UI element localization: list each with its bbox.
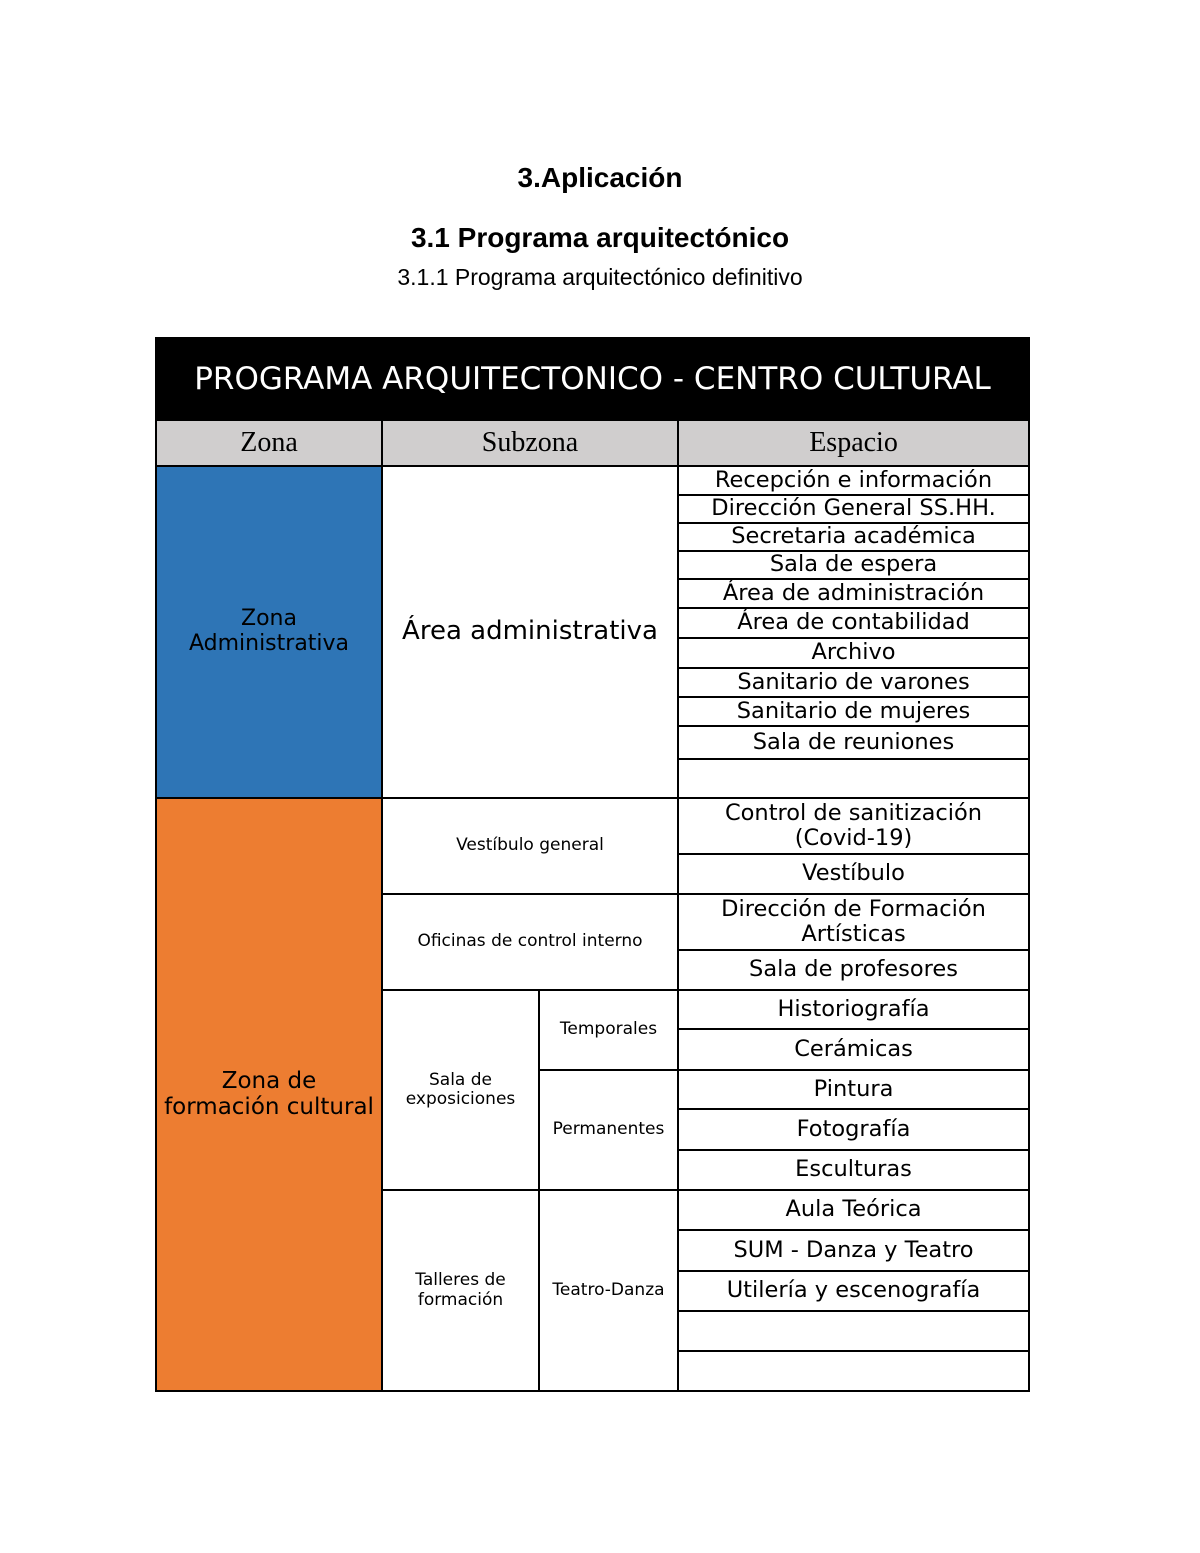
header-zona: Zona: [156, 420, 382, 466]
space-cell: Vestíbulo: [678, 854, 1029, 894]
space-cell: Sala de espera: [678, 551, 1029, 579]
space-cell: Esculturas: [678, 1150, 1029, 1190]
space-cell: Dirección de Formación Artísticas: [678, 894, 1029, 950]
space-cell: Área de contabilidad: [678, 608, 1029, 638]
space-cell: Pintura: [678, 1070, 1029, 1109]
subzone-area-administrativa: Área administrativa: [382, 466, 678, 798]
header-subzona: Subzona: [382, 420, 678, 466]
subzone-teatro-danza: Teatro-Danza: [539, 1190, 678, 1391]
heading-subsection: 3.1 Programa arquitectónico: [410, 222, 790, 253]
space-cell: Utilería y escenografía: [678, 1271, 1029, 1311]
table-title: PROGRAMA ARQUITECTONICO - CENTRO CULTURAL: [156, 338, 1029, 420]
space-cell-empty: [678, 1311, 1029, 1351]
space-cell: Dirección General SS.HH.: [678, 495, 1029, 523]
heading-section: 3.Aplicación: [517, 162, 683, 193]
subzone-vestibulo-general: Vestíbulo general: [382, 798, 678, 894]
subzone-talleres-formacion: Talleres de formación: [382, 1190, 539, 1391]
space-cell: Sanitario de mujeres: [678, 697, 1029, 726]
heading-subsubsection: 3.1.1 Programa arquitectónico definitivo: [397, 264, 803, 290]
subzone-temporales: Temporales: [539, 990, 678, 1070]
space-cell: Secretaria académica: [678, 523, 1029, 551]
space-cell: Sala de reuniones: [678, 726, 1029, 759]
subzone-sala-exposiciones: Sala de exposiciones: [382, 990, 539, 1190]
space-cell: Aula Teórica: [678, 1190, 1029, 1230]
space-cell-empty: [678, 1351, 1029, 1391]
space-cell: Archivo: [678, 638, 1029, 668]
space-cell: Sala de profesores: [678, 950, 1029, 990]
space-cell: Control de sanitización (Covid-19): [678, 798, 1029, 854]
subzone-oficinas-control-interno: Oficinas de control interno: [382, 894, 678, 990]
space-cell: SUM - Danza y Teatro: [678, 1230, 1029, 1271]
space-cell: Área de administración: [678, 579, 1029, 608]
zone-formacion-cultural: Zona de formación cultural: [156, 798, 382, 1391]
space-cell-empty: [678, 759, 1029, 798]
space-cell: Historiografía: [678, 990, 1029, 1029]
zone-administrativa: Zona Administrativa: [156, 466, 382, 798]
space-cell: Recepción e información: [678, 466, 1029, 495]
subzone-permanentes: Permanentes: [539, 1070, 678, 1190]
space-cell: Cerámicas: [678, 1029, 1029, 1070]
header-espacio: Espacio: [678, 420, 1029, 466]
space-cell: Fotografía: [678, 1109, 1029, 1150]
space-cell: Sanitario de varones: [678, 668, 1029, 697]
program-table: [155, 337, 1030, 1392]
